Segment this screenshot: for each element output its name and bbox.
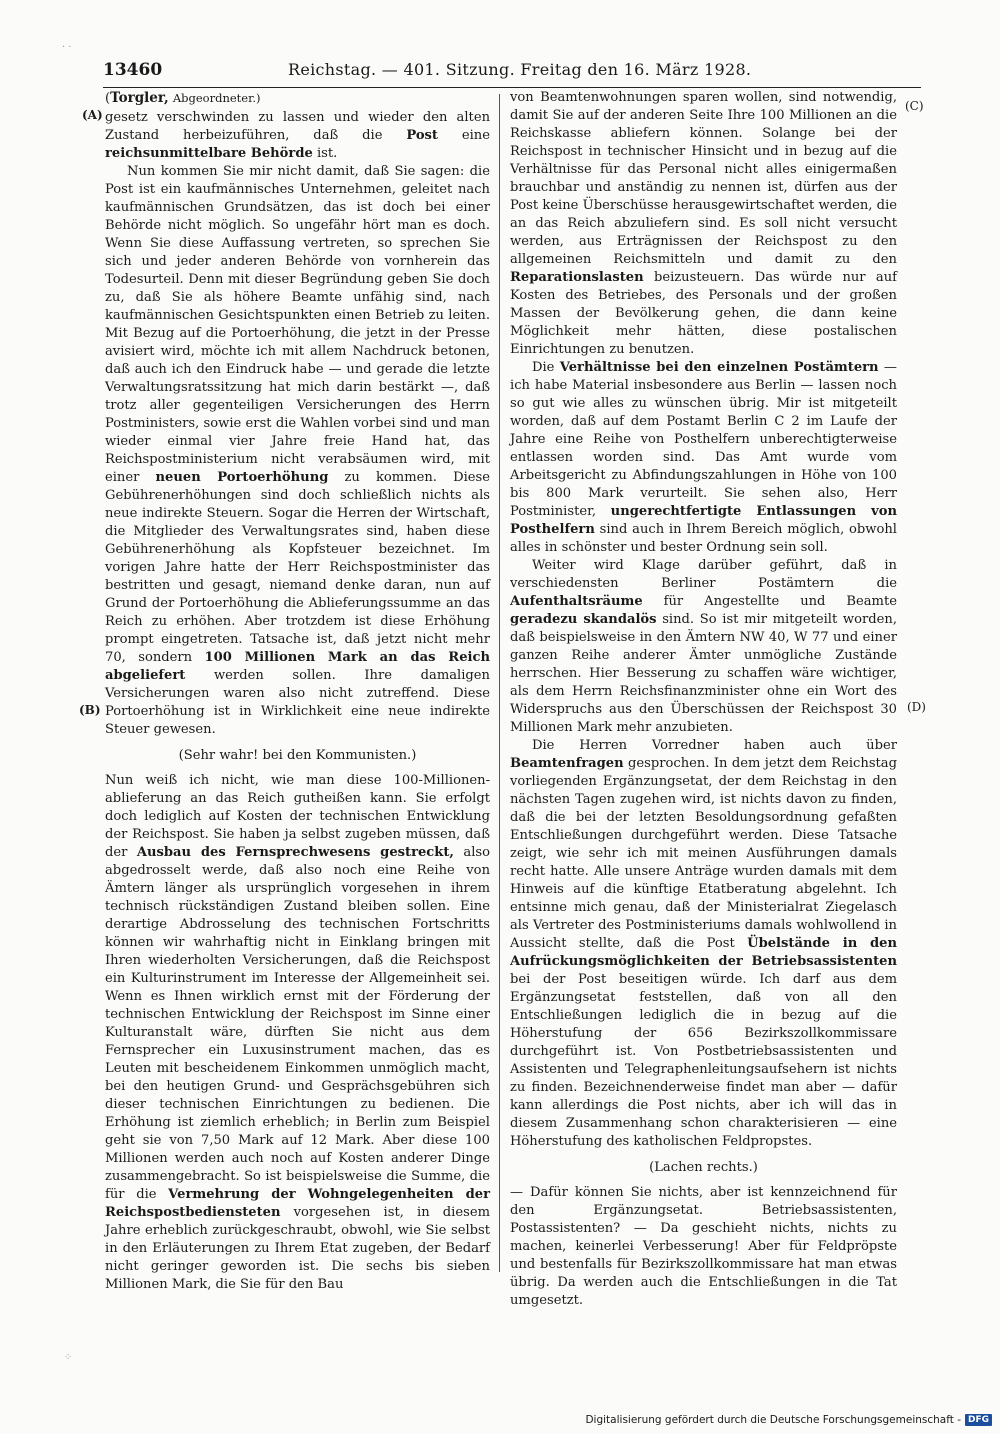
footer-text: Digitalisierung gefördert durch die Deutsche Forschungsgemeinschaft -	[585, 1414, 961, 1426]
margin-marker-d: (D)	[907, 700, 926, 714]
running-title: Reichstag. — 401. Sitzung. Freitag den 16. März 1928.	[288, 60, 752, 79]
text-run: Die	[532, 360, 560, 375]
text-run: sind auch in Ihrem Bereich möglich, obwohl alles in schönster und bester Ordnung sein soll.	[510, 522, 897, 555]
emphasized-text: neuen Portoerhöhung	[155, 470, 329, 485]
paragraph	[105, 772, 490, 1294]
footer-credit	[585, 1414, 992, 1426]
paragraph	[105, 109, 490, 163]
left-column	[105, 89, 490, 1294]
margin-marker-a: (A)	[82, 108, 103, 122]
text-run: bei der Post beseitigen würde. Ich darf aus dem Ergänzungsetat feststellen, daß von all den Entschließungen lediglich die in bezug auf die Höherstufung der 656 Bezirkszollkommissare durchgeführt ist. Von Postbetriebsassistenten und Assistenten und Telegraphenleitungsaufsehern ist nichts zu finden. Bezeichnenderweise findet man aber — dafür kann allerdings die Post nichts, aber ich will das in diesem Zusammenhang schon charakterisieren — eine Höherstufung des katholischen Feldpropstes.	[510, 972, 897, 1149]
speaker-paren: (	[105, 91, 111, 106]
left-column-body	[105, 109, 490, 1294]
emphasized-text: Ausbau des Fernsprechwesens gestreckt,	[136, 845, 454, 860]
text-run: gesetz verschwinden zu lassen und wieder den alten Zustand herbeizuführen, daß die	[105, 110, 490, 143]
paragraph	[510, 1184, 897, 1310]
speaker-line	[105, 89, 490, 108]
scan-speck: ⁘	[64, 1352, 73, 1363]
text-run: — Dafür können Sie nichts, aber ist kennzeichnend für den Ergänzungsetat. Betriebsassistenten, Postassistenten? — Da geschieht nichts, nichts zu machen, keinerlei Verbesserung! Aber für Feldpröpste und bestenfalls für Bezirkszollkommissare hat man etwas übrig. Da werden auch die Entschließungen in die Tat umgesetzt.	[510, 1185, 897, 1308]
page-number: 13460	[103, 60, 163, 80]
speaker-name: Torgler,	[110, 90, 169, 106]
interjection	[105, 747, 490, 765]
paragraph	[105, 163, 490, 739]
right-column	[510, 89, 897, 1310]
text-run: werden sollen. Ihre damaligen Versicherungen waren also nicht zutreffend. Diese Portoerhöhung ist in Wirklichkeit eine neue indirekte Steuer gewesen.	[105, 668, 490, 737]
text-run: eine	[437, 128, 490, 143]
text-run: — ich habe Material insbesondere aus Berlin — lassen noch so gut wie alles zu wünschen übrig. Mir ist mitgeteilt worden, daß auf dem Postamt Berlin C 2 im Laufe der Jahre eine Reihe von Posthelfern unberechtigterweise entlassen worden sind. Das Amt wurde vom Arbeitsgericht zu Abfindungszahlungen in Höhe von 100 bis 800 Mark verurteilt. Sie sehen also, Herr Postminister,	[510, 360, 898, 519]
text-run: also abgedrosselt werde, daß also noch eine Reihe von Ämtern länger als ursprünglich vorgesehen in ihrem technisch rückständigen Zustand bleiben sollen. Eine derartige Abdrosselung des technischen Fortschritts können wir wahrhaftig nicht in Einklang bringen mit Ihren wiederholten Versicherungen, daß die Reichspost ein Kulturinstrument im Interesse der Allgemeinheit sei. Wenn es Ihnen wirklich ernst mit der Förderung der technischen Entwicklung der Reichspost im Sinne einer Kulturanstalt wäre, dürften Sie nicht aus dem Fernsprecher ein Luxusinstrument machen, das es Leuten mit bescheidenem Einkommen unmöglich macht, bei den heutigen Grund- und Gesprächsgebühren sich dieser technischen Einrichtungen zu bedienen. Die Erhöhung ist ziemlich erheblich; in Berlin zum Beispiel geht sie von 7,50 Mark auf 12 Mark. Aber diese 100 Millionen werden auch noch auf Kosten anderer Dinge zusammengebracht. So ist beispielsweise die Summe, die für die	[105, 845, 490, 1202]
emphasized-text: ungerechtfertigte Entlassungen von Posthelfern	[510, 504, 897, 537]
column-divider	[499, 94, 500, 1272]
interjection	[510, 1159, 897, 1177]
text-run: für Angestellte und Beamte	[642, 594, 897, 609]
right-column-body	[510, 89, 897, 1310]
emphasized-text: Aufenthaltsräume	[510, 594, 643, 609]
text-run: Die Herren Vorredner haben auch über	[532, 738, 897, 753]
text-run: gesprochen. In dem jetzt dem Reichstag vorliegenden Ergänzungsetat, der dem Reichstag in den nächsten Tagen zugehen wird, ist nichts davon zu finden, daß die bei der letzten Besoldungsordnung gefaßten Entschließungen durchgeführt werden. Diese Tatsache zeigt, wie sehr ich mit meinen Ausführungen damals recht hatte. Alle unsere Anträge wurden damals mit dem Hinweis auf die künftige Etatberatung abgelehnt. Ich entsinne mich genau, daß der Ministerialrat Ziegelasch als Vertreter des Postministeriums damals wohlwollend in Aussicht stellte, daß die Post	[510, 756, 897, 951]
speaker-role: Abgeordneter.)	[172, 91, 261, 105]
text-run: beizusteuern. Das würde nur auf Kosten des Betriebes, des Personals und der großen Massen der Bevölkerung gehen, die dann keine Möglichkeit mehr hätten, diese postalischen Einrichtungen zu benutzen.	[510, 270, 897, 357]
text-run: vorgesehen ist, in diesem Jahre erheblich zurückgeschraubt, obwohl, wie Sie selbst in den Erläuterungen zu Ihrem Etat zugeben, der Bedarf nicht geringer geworden ist. Die sechs bis sieben Millionen Mark, die Sie für den Bau	[105, 1205, 490, 1292]
margin-marker-b: (B)	[79, 703, 101, 717]
paragraph	[510, 737, 897, 1151]
emphasized-text: Vermehrung der Wohngelegenheiten der Reichspostbediensteten	[105, 1187, 491, 1220]
text-run: von Beamtenwohnungen sparen wollen, sind notwendig, damit Sie auf der anderen Seite Ihre 100 Millionen an die Reichskasse abliefern können. Solange bei der Reichspost in technischer Hinsicht und in bezug auf die Verhältnisse für das Personal nicht alles einigermaßen brauchbar und anständig zu nennen ist, dürfen aus der Post keine Überschüsse herausgewirtschaftet werden, die an das Reich abzuliefern sind. Es soll nicht versucht werden, aus Erträgnissen der Reichspost zu den allgemeinen Reichsmitteln und damit zu den	[510, 90, 897, 267]
emphasized-text: Beamtenfragen	[510, 756, 624, 771]
paragraph	[510, 89, 897, 359]
text-run: ist.	[312, 146, 338, 161]
paragraph	[510, 557, 897, 737]
emphasized-text: 100 Millionen Mark an das Reich abgeliefert	[105, 650, 490, 683]
text-run: Nun kommen Sie mir nicht damit, daß Sie sagen: die Post ist ein kaufmännisches Unternehmen, geleitet nach kaufmännischen Grundsätzen, das ist doch bei einer Behörde nicht möglich. So ungefähr hört man es doch. Wenn Sie diese Auffassung vertreten, so sprechen Sie sich und jeder anderen Behörde von vornherein das Todesurteil. Denn mit dieser Begründung geben Sie doch zu, daß Sie als höhere Beamte unfähig sind, nach kaufmännischen Gesichtspunkten einen Betrieb zu leiten. Mit Bezug auf die Portoerhöhung, die jetzt in der Presse avisiert wird, möchte ich mit allem Nachdruck betonen, daß auch ich den Eindruck habe — und gerade die letzte Verwaltungsratssitzung hat mich darin bestärkt —, daß trotz aller gegenteiligen Versicherungen des Herrn Postministers, sowie erst die Wahlen vorbei sind und man wieder einmal vier Jahre freie Hand hat, das Reichspostministerium nicht verabsäumen wird, mit einer	[105, 164, 490, 485]
text-run: Weiter wird Klage darüber geführt, daß in verschiedensten Berliner Postämtern die	[510, 558, 897, 591]
emphasized-text: Post	[406, 128, 438, 143]
dfg-logo: DFG	[965, 1414, 992, 1426]
text-run: Nun weiß ich nicht, wie man diese 100-Millionen-ablieferung an das Reich gutheißen kann. Sie erfolgt doch lediglich auf Kosten der technischen Entwicklung der Reichspost. Sie haben ja selbst zugeben müssen, daß der	[105, 773, 490, 860]
text-run: sind. So ist mir mitgeteilt worden, daß beispielsweise in den Ämtern NW 40, W 77 und einer ganzen Reihe anderer Ämter unmögliche Zustände herrschen. Hier Besserung zu schaffen wäre wichtiger, als dem Herrn Reichsfinanzminister ohne ein Wort des Widerspruchs aus den Überschüssen der Reichspost 30 Millionen Mark mehr anzubieten.	[510, 612, 897, 735]
text-run: (Lachen rechts.)	[649, 1160, 758, 1175]
emphasized-text: Übelstände in den Aufrückungsmöglichkeiten der Betriebsassistenten	[510, 936, 898, 969]
emphasized-text: geradezu skandalös	[510, 612, 657, 627]
text-run: (Sehr wahr! bei den Kommunisten.)	[178, 748, 417, 763]
margin-marker-c: (C)	[905, 99, 924, 113]
emphasized-text: Reparationslasten	[510, 270, 644, 285]
page-header	[103, 60, 921, 86]
paragraph	[510, 359, 897, 557]
scan-speck: · ·	[62, 42, 72, 53]
text-run: zu kommen. Diese Gebührenerhöhungen sind doch schließlich nichts als neue indirekte Steuern. Sogar die Herren der Wirtschaft, die Mitglieder des Verwaltungsrates sind, haben diese Gebührenerhöhung als Kopfsteuer bezeichnet. Im vorigen Jahre hatte der Herr Reichspostminister das bestritten und gesagt, niemand denke daran, nun auf Grund der Portoerhöhung die Ablieferungssumme an das Reich zu erhöhen. Aber trotzdem ist diese Erhöhung prompt eingetreten. Tatsache ist, daß jetzt nicht mehr 70, sondern	[105, 470, 490, 665]
header-rule	[103, 87, 921, 88]
emphasized-text: reichsunmittelbare Behörde	[105, 146, 313, 161]
emphasized-text: Verhältnisse bei den einzelnen Postämtern	[559, 360, 879, 375]
